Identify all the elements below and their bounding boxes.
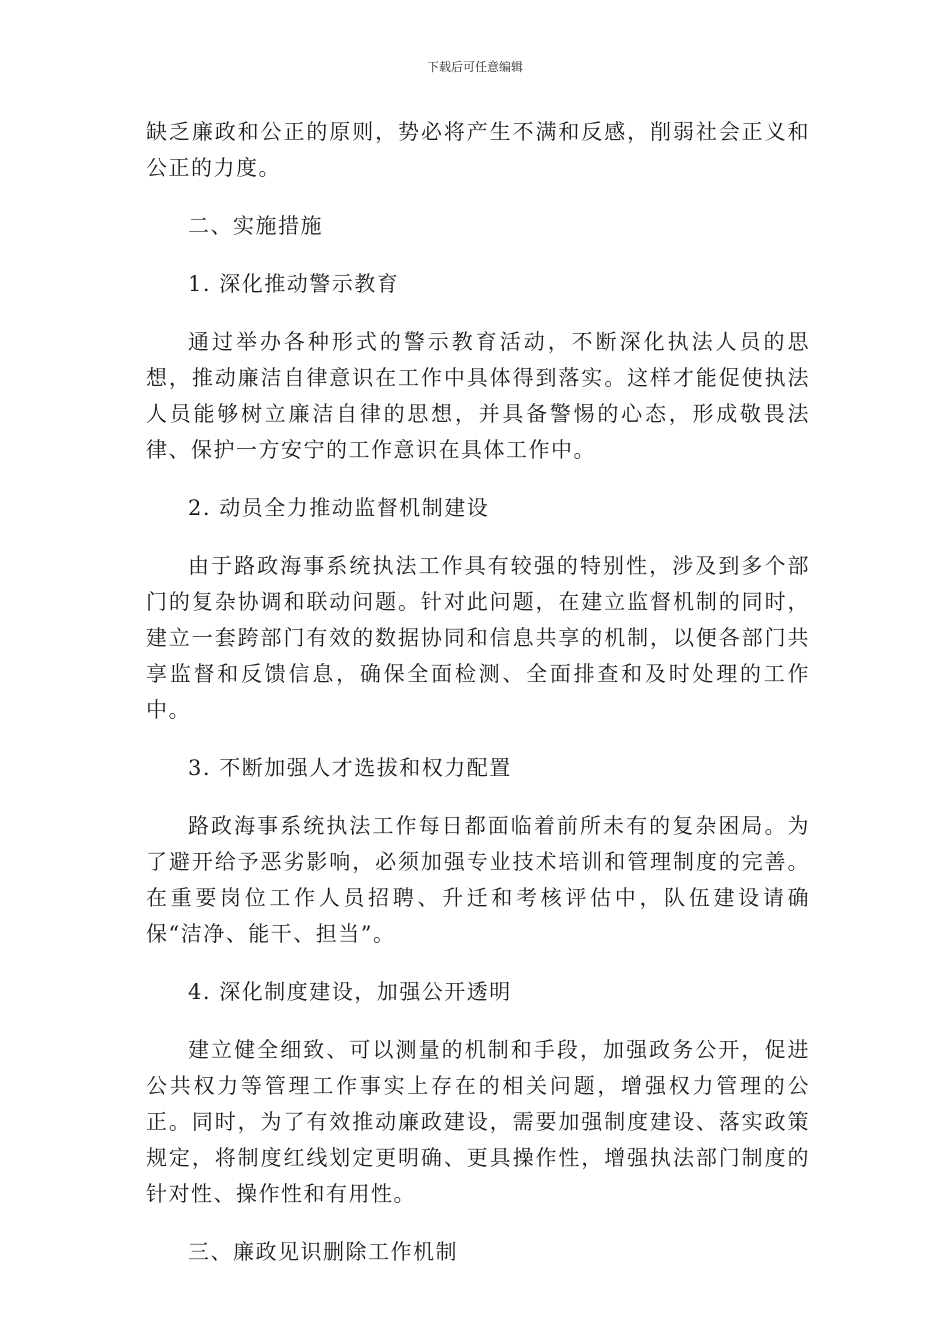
- page-header-note: 下载后可任意编辑: [426, 60, 523, 74]
- paragraph-supervision-mechanism: 由于路政海事系统执法工作具有较强的特别性，涉及到多个部门的复杂协调和联动问题。针对此问题，在建立监督机制的同时，建立一套跨部门有效的数据协同和信息共享的机制，以便各部门共享监督和反馈信息，确保全面检测、全面排查和及时处理的工作中。: [146, 554, 810, 722]
- subheading-warning-education: 1. 深化推动警示教育: [188, 272, 400, 296]
- subheading-supervision-mechanism: 2. 动员全力推动监督机制建设: [188, 496, 490, 520]
- section-heading-mechanism: 三、廉政见识删除工作机制: [188, 1240, 458, 1264]
- paragraph-continuation: 缺乏廉政和公正的原则，势必将产生不满和反感，削弱社会正义和公正的力度。: [146, 120, 810, 180]
- section-heading-measures: 二、实施措施: [188, 214, 323, 238]
- paragraph-warning-education: 通过举办各种形式的警示教育活动，不断深化执法人员的思想，推动廉洁自律意识在工作中具体得到落实。这样才能促使执法人员能够树立廉洁自律的思想，并具备警惕的心态，形成敬畏法律、保护一方安宁的工作意识在具体工作中。: [146, 330, 810, 462]
- subheading-system-building: 4. 深化制度建设，加强公开透明: [188, 980, 512, 1004]
- subheading-talent-selection: 3. 不断加强人才选拔和权力配置: [188, 756, 512, 780]
- paragraph-talent-selection: 路政海事系统执法工作每日都面临着前所未有的复杂困局。为了避开给予恶劣影响，必须加强专业技术培训和管理制度的完善。在重要岗位工作人员招聘、升迁和考核评估中，队伍建设请确保“洁净、能干、担当”。: [146, 814, 810, 946]
- paragraph-system-building: 建立健全细致、可以测量的机制和手段，加强政务公开，促进公共权力等管理工作事实上存在的相关问题，增强权力管理的公正。同时，为了有效推动廉政建设，需要加强制度建设、落实政策规定，将制度红线划定更明确、更具操作性，增强执法部门制度的针对性、操作性和有用性。: [146, 1038, 810, 1206]
- document-body: [146, 114, 810, 1292]
